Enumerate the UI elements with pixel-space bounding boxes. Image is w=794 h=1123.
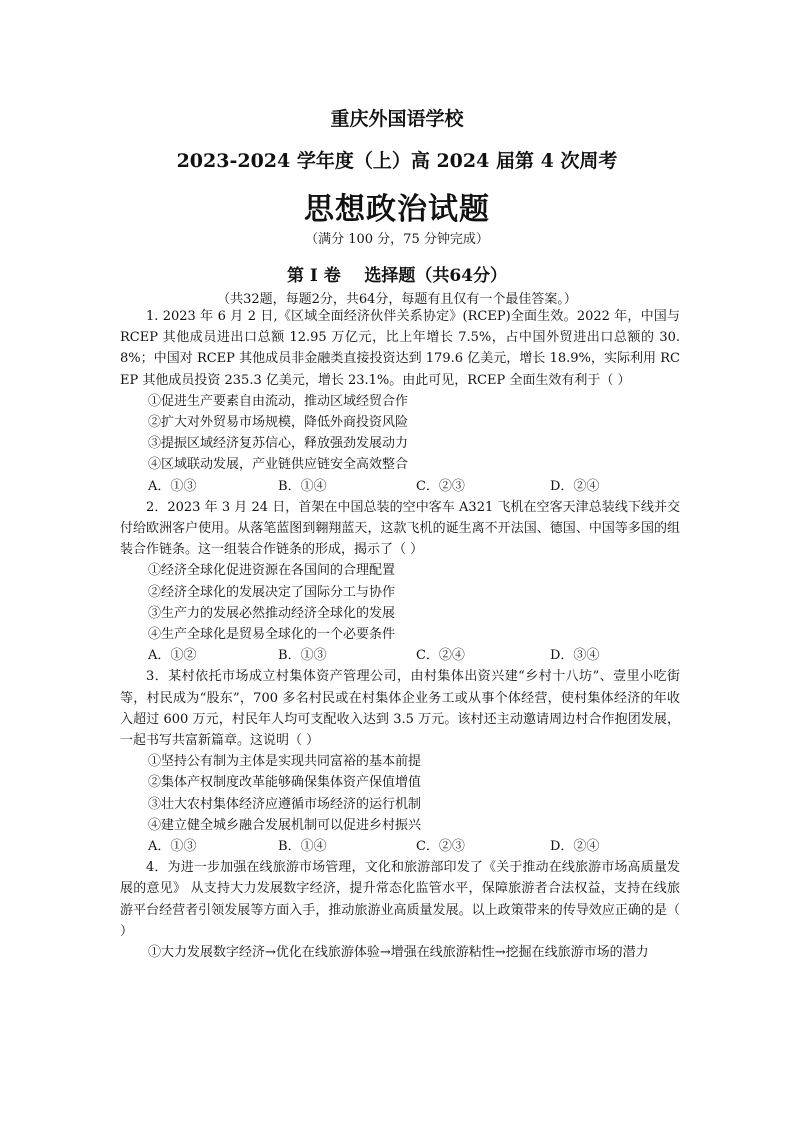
option-item: ③提振区域经济复苏信心，释放强劲发展动力 bbox=[148, 436, 409, 452]
choice-b: B．①④ bbox=[278, 478, 327, 494]
choice-a: A．①③ bbox=[148, 839, 197, 855]
option-item: ②扩大对外贸易市场规模，降低外商投资风险 bbox=[148, 415, 409, 431]
answer-choices bbox=[120, 836, 680, 857]
choice-c: C．②④ bbox=[415, 648, 465, 664]
choice-d: D．③④ bbox=[549, 648, 600, 664]
answer-choices bbox=[120, 645, 680, 666]
option-item: ①大力发展数字经济→优化在线旅游体验→增强在线旅游粘性→挖掘在线旅游市场的潜力 bbox=[148, 945, 649, 961]
option-item: ④生产全球化是贸易全球化的一个必要条件 bbox=[148, 627, 396, 643]
choice-a: A．①② bbox=[148, 648, 197, 664]
exam-term: 2023-2024 学年度（上）高 2024 届第 4 次周考 bbox=[176, 150, 618, 172]
choice-b: B．①④ bbox=[278, 839, 327, 855]
school-name: 重庆外国语学校 bbox=[330, 108, 464, 130]
choice-c: C．②③ bbox=[415, 839, 465, 855]
choice-d: D．②④ bbox=[549, 839, 600, 855]
option-item: ①坚持公有制为主体是实现共同富裕的基本前提 bbox=[148, 754, 422, 770]
subject-title: 思想政治试题 bbox=[304, 192, 490, 227]
question-stem: 3．某村依托市场成立村集体资产管理公司，由村集体出资兴建“乡村十八坊”、壹里小吃街等，村民成为“股东”，700 多名村民或在村集体企业务工或从事个体经营，使村集体经济的年收入超过 600 万元，村民年人均可支配收入达到 3.5 万元。该村还主动邀请周边村合作抱团发展，一起书写共富新篇章。这说明（ ） bbox=[120, 669, 680, 749]
option-item: ③壮大农村集体经济应遵循市场经济的运行机制 bbox=[148, 796, 422, 812]
choice-c: C．②③ bbox=[415, 478, 465, 494]
choice-b: B．①③ bbox=[278, 648, 327, 664]
option-item: ①促进生产要素自由流动，推动区域经贸合作 bbox=[148, 393, 409, 409]
questions-body bbox=[120, 306, 680, 963]
option-item: ④区域联动发展，产业链供应链安全高效整合 bbox=[148, 457, 409, 473]
option-item: ②经济全球化的发展决定了国际分工与协作 bbox=[148, 584, 396, 600]
option-item: ④建立健全城乡融合发展机制可以促进乡村振兴 bbox=[148, 817, 422, 833]
section-instruction: （共32题，每题2分，共64分，每题有且仅有一个最佳答案。） bbox=[217, 292, 577, 307]
option-item: ③生产力的发展必然推动经济全球化的发展 bbox=[148, 605, 396, 621]
question-stem: 1. 2023 年 6 月 2 日,《区域全面经济伙伴关系协定》(RCEP)全面生效。2022 年，中国与 RCEP 其他成员进出口总额 12.95 万亿元，比上年增长 7.5%，占中国外贸进出口总额的 30.8%；中国对 RCEP 其他成员非金融类直接投资达到 179.6 亿美元，增长 18.9%，实际利用 RCEP 其他成员投资 235.3 亿美元，增长 23.1%。由此可见，RCEP 全面生效有利于（ ） bbox=[120, 309, 680, 388]
choice-d: D．②④ bbox=[549, 478, 600, 494]
option-item: ①经济全球化促进资源在各国间的合理配置 bbox=[148, 563, 396, 579]
time-note: （满分 100 分，75 分钟完成） bbox=[305, 232, 489, 247]
answer-choices bbox=[120, 476, 680, 497]
choice-a: A．①③ bbox=[148, 478, 197, 494]
question-stem: 4．为进一步加强在线旅游市场管理，文化和旅游部印发了《关于推动在线旅游市场高质量发展的意见》 从支持大力发展数字经济，提升常态化监管水平，保障旅游者合法权益，支持在线旅游平台经营者引领发展等方面入手，推动旅游业高质量发展。以上政策带来的传导效应正确的是（ ） bbox=[120, 860, 680, 939]
question-stem: 2．2023 年 3 月 24 日，首架在中国总装的空中客车 A321 飞机在空客天津总装线下线并交付给欧洲客户使用。从落笔蓝图到翱翔蓝天，这款飞机的诞生离不开法国、德国、中国等多国的组装合作链条。这一组装合作链条的形成，揭示了（ ） bbox=[120, 499, 680, 558]
option-item: ②集体产权制度改革能够确保集体资产保值增值 bbox=[148, 775, 422, 791]
section-title: 第 I 卷 选择题（共64分） bbox=[286, 266, 508, 286]
